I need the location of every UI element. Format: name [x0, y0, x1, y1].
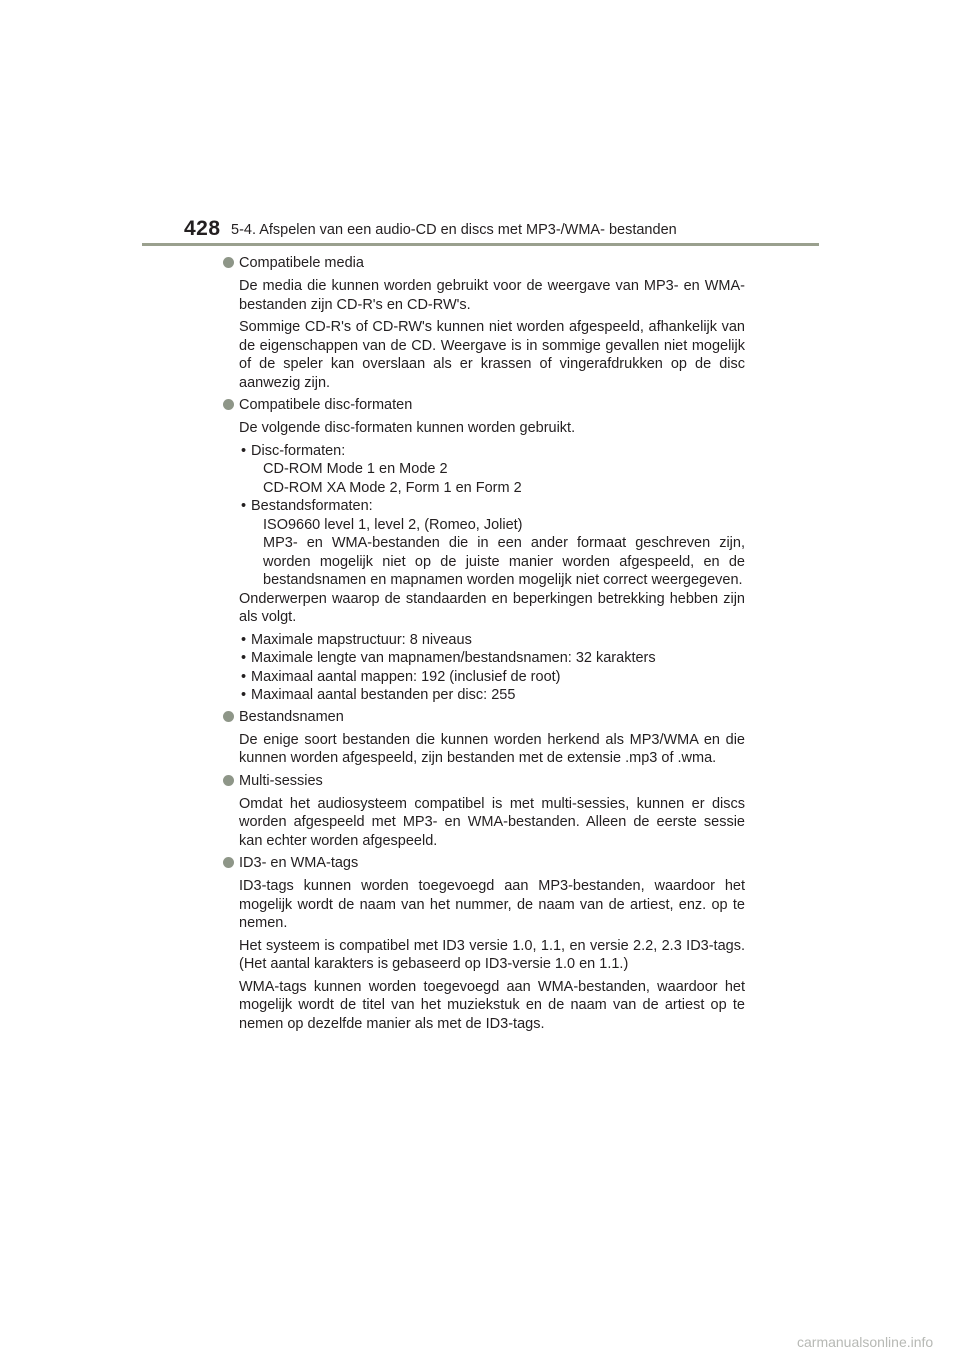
page-header	[0, 0, 960, 250]
section-heading	[223, 708, 745, 727]
bullet-dot-icon	[223, 775, 234, 786]
list-bullet: •	[241, 668, 247, 685]
watermark-link[interactable]: carmanualsonline.info	[797, 1334, 934, 1350]
section-title: 5-4. Afspelen van een audio-CD en discs met MP3-/WMA- bestanden	[231, 222, 677, 238]
list-item	[239, 649, 745, 668]
paragraph: WMA-tags kunnen worden toegevoegd aan WMA-bestanden, waardoor het mogelijk wordt de titel van het muziekstuk en de naam van de artiest op te nemen op dezelfde manier als met de ID3-tags.	[239, 978, 745, 1032]
bullet-dot-icon	[223, 257, 234, 268]
limits-list	[223, 631, 745, 705]
heading-text: Compatibele disc-formaten	[239, 397, 413, 413]
heading-text: ID3- en WMA-tags	[239, 855, 359, 871]
paragraph: De media die kunnen worden gebruikt voor de weergave van MP3- en WMA-bestanden zijn CD-R's en CD-RW's.	[239, 278, 745, 313]
list-item-detail: CD-ROM Mode 1 en Mode 2	[263, 461, 448, 477]
bullet-dot-icon	[223, 711, 234, 722]
paragraph: Omdat het audiosysteem compatibel is met multi-sessies, kunnen er discs worden afgespeeld met MP3- en WMA-bestanden. Alleen de eerste sessie kan echter worden afgespeeld.	[239, 795, 745, 849]
list-bullet: •	[241, 442, 247, 459]
list-item-text: Maximaal aantal bestanden per disc: 255	[251, 687, 516, 703]
format-list	[223, 442, 745, 590]
paragraph: ID3-tags kunnen worden toegevoegd aan MP3-bestanden, waardoor het mogelijk wordt de naam van het nummer, de naam van de artiest, enz. op te nemen.	[239, 878, 745, 931]
list-bullet: •	[241, 631, 247, 648]
paragraph: Het systeem is compatibel met ID3 versie 1.0, 1.1, en versie 2.2, 2.3 ID3-tags. (Het aantal karakters is gebaseerd op ID3-versie 1.0 en 1.1.)	[239, 937, 745, 972]
paragraph: Sommige CD-R's of CD-RW's kunnen niet worden afgespeeld, afhankelijk van de eigenschappen van de CD. Weergave is in sommige gevallen niet mogelijk of de speler kan overslaan als er krassen of vingerafdrukken op de disc aanwezig zijn.	[239, 319, 745, 391]
section-compatible-media	[223, 254, 745, 392]
list-item-detail: CD-ROM XA Mode 2, Form 1 en Form 2	[263, 479, 522, 496]
section-compatible-formats	[223, 396, 745, 705]
section-filenames	[223, 708, 745, 768]
list-bullet: •	[241, 650, 247, 666]
list-item	[239, 631, 745, 650]
list-item-text: Maximale mapstructuur: 8 niveaus	[251, 631, 472, 648]
list-item-detail: MP3- en WMA-bestanden die in een ander formaat geschreven zijn, worden mogelijk niet op de juiste manier worden afgespeeld, en de bestandsnamen en mapnamen worden mogelijk niet correct weergegeven.	[263, 535, 745, 588]
list-bullet: •	[241, 687, 247, 703]
section-tags	[223, 854, 745, 1033]
list-item-text: Maximale lengte van mapnamen/bestandsnamen: 32 karakters	[251, 650, 656, 666]
list-item	[239, 442, 745, 498]
list-item-text: Maximaal aantal mappen: 192 (inclusief de root)	[251, 668, 561, 685]
page-content	[223, 254, 745, 1037]
list-item	[239, 497, 745, 590]
section-heading	[223, 772, 745, 791]
list-item-label: Disc-formaten:	[251, 442, 346, 459]
bullet-dot-icon	[223, 857, 234, 868]
section-heading	[223, 396, 745, 415]
list-bullet: •	[241, 498, 247, 514]
list-item	[239, 686, 745, 705]
section-multisession	[223, 772, 745, 851]
header-divider	[142, 243, 819, 246]
paragraph: De enige soort bestanden die kunnen worden herkend als MP3/WMA en die kunnen worden afgespeeld, zijn bestanden met de extensie .mp3 of .wma.	[239, 731, 745, 766]
paragraph: Onderwerpen waarop de standaarden en beperkingen betrekking hebben zijn als volgt.	[239, 590, 745, 625]
section-heading	[223, 254, 745, 273]
list-item-label: Bestandsformaten:	[251, 498, 373, 514]
paragraph: De volgende disc-formaten kunnen worden gebruikt.	[239, 420, 576, 436]
page-number: 428	[184, 217, 221, 240]
section-heading	[223, 854, 745, 873]
heading-text: Compatibele media	[239, 255, 364, 271]
list-item	[239, 668, 745, 687]
bullet-dot-icon	[223, 399, 234, 410]
heading-text: Multi-sessies	[239, 772, 323, 789]
heading-text: Bestandsnamen	[239, 708, 344, 725]
list-item-detail: ISO9660 level 1, level 2, (Romeo, Joliet)	[263, 516, 523, 533]
